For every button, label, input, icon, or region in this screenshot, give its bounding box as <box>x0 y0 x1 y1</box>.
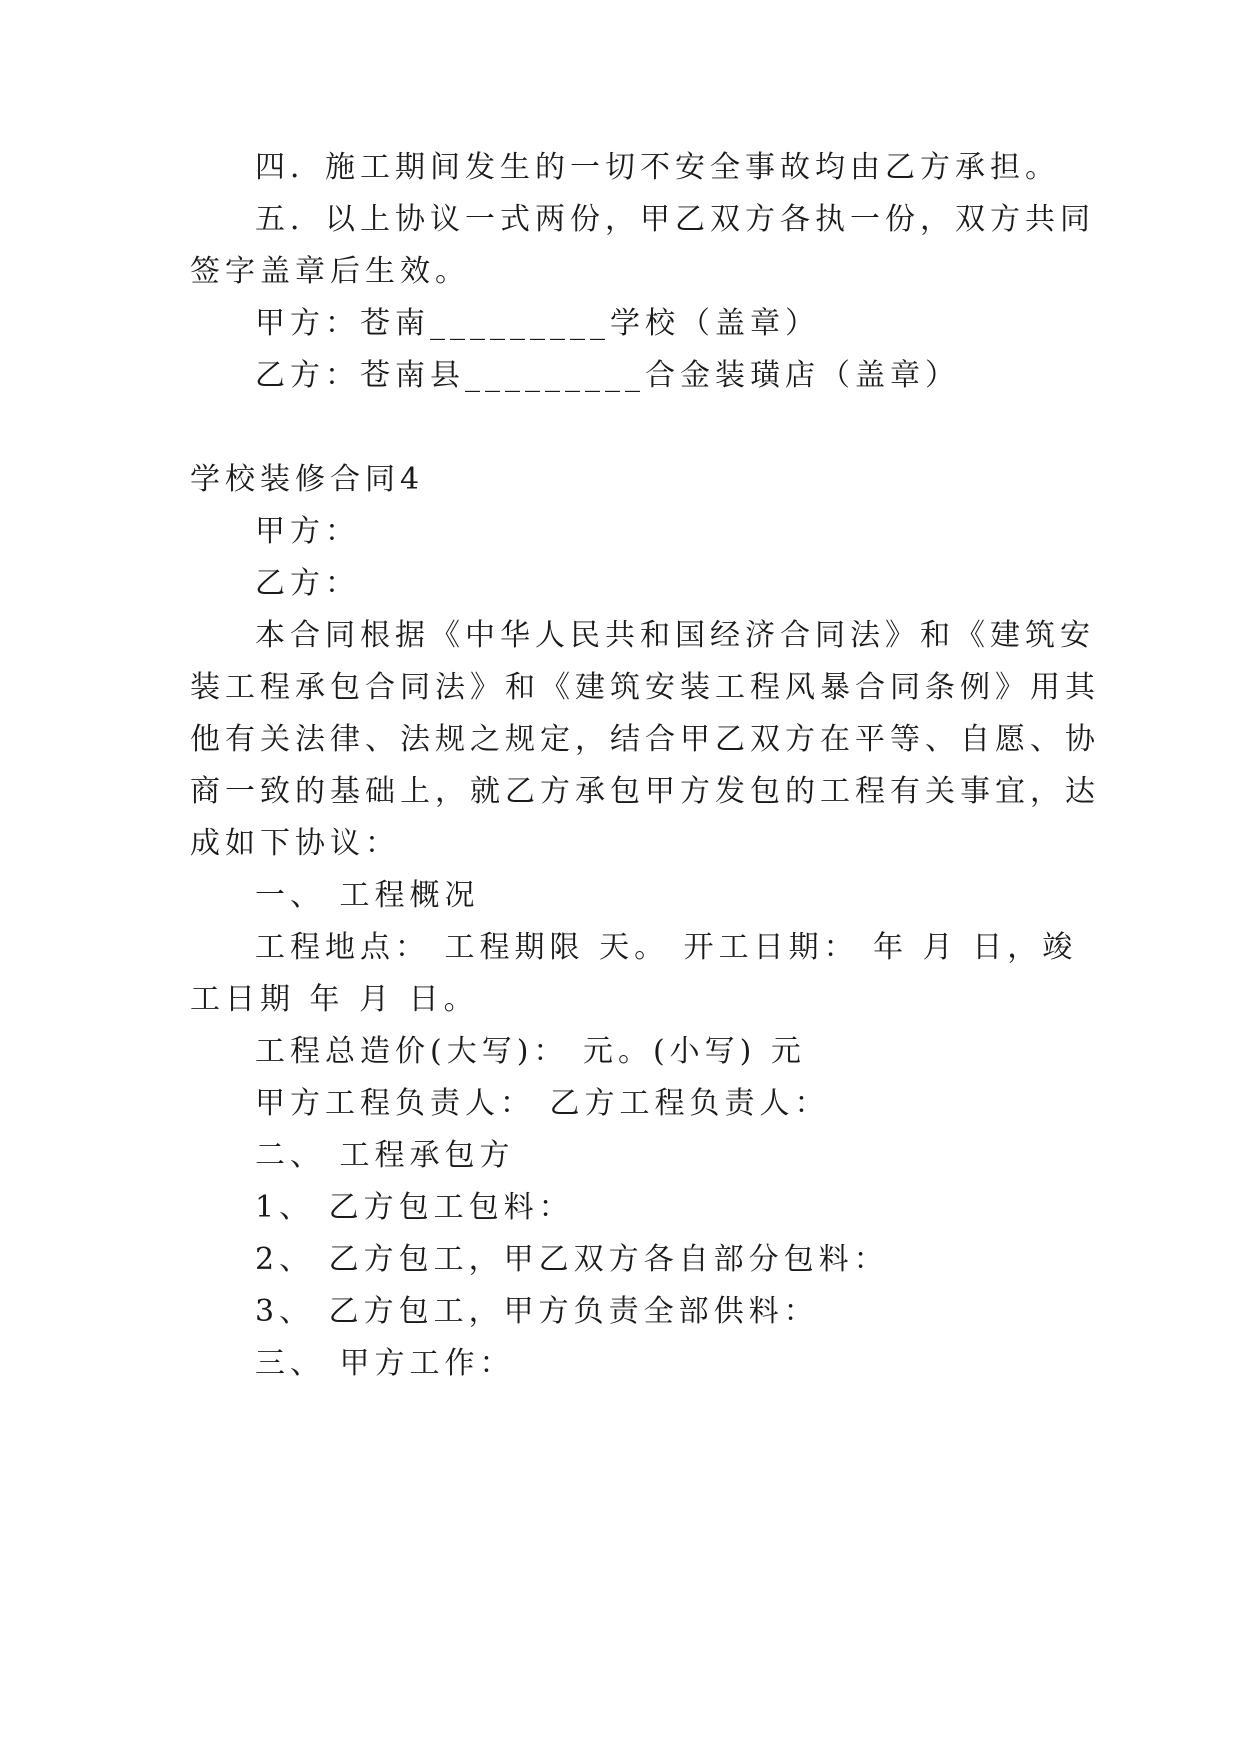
preamble-line: 本合同根据《中华人民共和国经济合同法》和《建筑安 <box>255 618 1095 653</box>
party-a-signature-line: 甲方：苍南_________学校（盖章） <box>255 306 820 341</box>
clause-four: 四．施工期间发生的一切不安全事故均由乙方承担。 <box>255 150 1060 185</box>
contract-option: 1、 乙方包工包料： <box>255 1190 574 1225</box>
party-a-label: 甲方： <box>255 514 360 549</box>
heading-contractor: 二、 工程承包方 <box>255 1138 515 1173</box>
preamble-line: 商一致的基础上，就乙方承包甲方发包的工程有关事宜，达 <box>190 774 1100 809</box>
contract-option: 3、 乙方包工，甲方负责全部供料： <box>255 1294 819 1329</box>
clause-five-continued: 签字盖章后生效。 <box>190 254 470 289</box>
project-details-line: 工日期 年 月 日。 <box>190 982 479 1017</box>
party-b-signature-line: 乙方：苍南县_________合金装璜店（盖章） <box>255 358 960 393</box>
project-responsible-persons: 甲方工程负责人： 乙方工程负责人： <box>255 1086 830 1121</box>
preamble-line: 成如下协议： <box>190 826 400 861</box>
preamble-line: 他有关法律、法规之规定，结合甲乙双方在平等、自愿、协 <box>190 722 1100 757</box>
party-b-label: 乙方： <box>255 566 360 601</box>
preamble-line: 装工程承包合同法》和《建筑安装工程风暴合同条例》用其 <box>190 670 1100 705</box>
section-title: 学校装修合同4 <box>190 462 425 497</box>
heading-party-a-work: 三、 甲方工作： <box>255 1346 515 1381</box>
contract-option: 2、 乙方包工，甲乙双方各自部分包料： <box>255 1242 889 1277</box>
project-total-cost: 工程总造价(大写)： 元。(小写) 元 <box>255 1034 806 1069</box>
clause-five: 五．以上协议一式两份，甲乙双方各执一份，双方共同 <box>255 202 1095 237</box>
project-details-line: 工程地点： 工程期限 天。 开工日期： 年 月 日，竣 <box>255 930 1078 965</box>
heading-project-overview: 一、 工程概况 <box>255 878 480 913</box>
